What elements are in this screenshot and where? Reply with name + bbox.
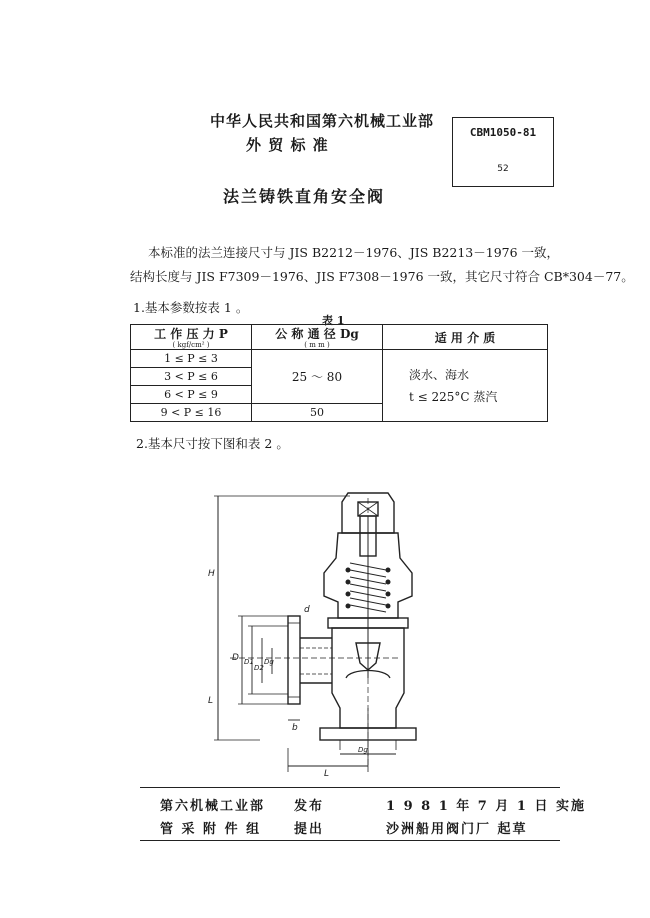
- header-diameter: [252, 325, 383, 350]
- issue-action: 发布: [294, 799, 325, 814]
- pressure-cell: 9 < P ≤ 16: [131, 404, 252, 422]
- medium-line-1: 淡水、海水: [409, 367, 470, 382]
- dim-label-D: D: [232, 653, 239, 663]
- table-header-row: [131, 325, 548, 350]
- header-pressure-label: 工 作 压 力 P: [154, 327, 228, 341]
- dim-label-L-vertical: L: [208, 696, 214, 706]
- header-diameter-label: 公 称 通 径 Dg: [275, 327, 359, 341]
- parameter-table: [130, 324, 548, 422]
- pressure-cell: 1 ≤ P ≤ 3: [131, 350, 252, 368]
- footer-top-rule: [140, 787, 560, 788]
- header-diameter-unit: ( m m ): [304, 341, 330, 349]
- pressure-cell: 3 < P ≤ 6: [131, 368, 252, 386]
- intro-line-2: 结构长度与 JIS F7309－1976、JIS F7308－1976 一致，其它尺寸符合 CB*304－77。: [130, 269, 634, 284]
- dim-label-D1: D1: [244, 658, 254, 666]
- page-number: 52: [497, 164, 509, 174]
- standard-code: CBM1050-81: [469, 126, 537, 139]
- diameter-last-cell: 50: [252, 404, 383, 422]
- section-1-heading: 1.基本参数按表 1 。: [133, 300, 249, 315]
- dim-label-b: b: [292, 723, 298, 733]
- dim-label-D2: D2: [254, 664, 264, 672]
- header-pressure-unit: ( kgf/cm² ): [172, 341, 210, 349]
- dim-label-L-bottom: L: [324, 769, 330, 778]
- section-2-heading: 2.基本尺寸按下图和表 2 。: [136, 436, 289, 451]
- header-pressure: [131, 325, 252, 350]
- issuer: 第六机械工业部: [160, 799, 266, 814]
- valve-drawing: [200, 478, 440, 778]
- dim-label-H: H: [208, 569, 215, 579]
- footer-bottom-rule: [140, 840, 560, 841]
- pressure-cell: 6 < P ≤ 9: [131, 386, 252, 404]
- document-title: 法兰铸铁直角安全阀: [223, 187, 386, 206]
- dim-label-d: d: [304, 605, 310, 615]
- header-medium: 适 用 介 质: [383, 325, 548, 350]
- drafter: 沙洲船用阀门厂 起草: [386, 822, 528, 837]
- propose-action: 提出: [294, 822, 325, 837]
- medium-line-2: t ≤ 225°C 蒸汽: [409, 389, 498, 404]
- table-caption: 表 1: [322, 314, 345, 327]
- medium-cell: [383, 350, 548, 422]
- diameter-main-cell: 25 ～ 80: [252, 350, 383, 404]
- ministry-name: 中华人民共和国第六机械工业部: [210, 112, 435, 130]
- standard-type: 外 贸 标 准: [246, 136, 329, 154]
- intro-line-1: 本标准的法兰连接尺寸与 JIS B2212－1976、JIS B2213－1976 一致，: [148, 245, 560, 260]
- standard-code-box: [452, 117, 554, 187]
- proposer: 管 采 附 件 组: [160, 822, 262, 837]
- table-row: [131, 350, 548, 368]
- dim-label-Dg: Dg: [264, 658, 274, 666]
- dim-label-Dg-bottom: Dg: [358, 746, 368, 754]
- effective-date: 1 9 8 1 年 7 月 1 日 实施: [386, 799, 587, 814]
